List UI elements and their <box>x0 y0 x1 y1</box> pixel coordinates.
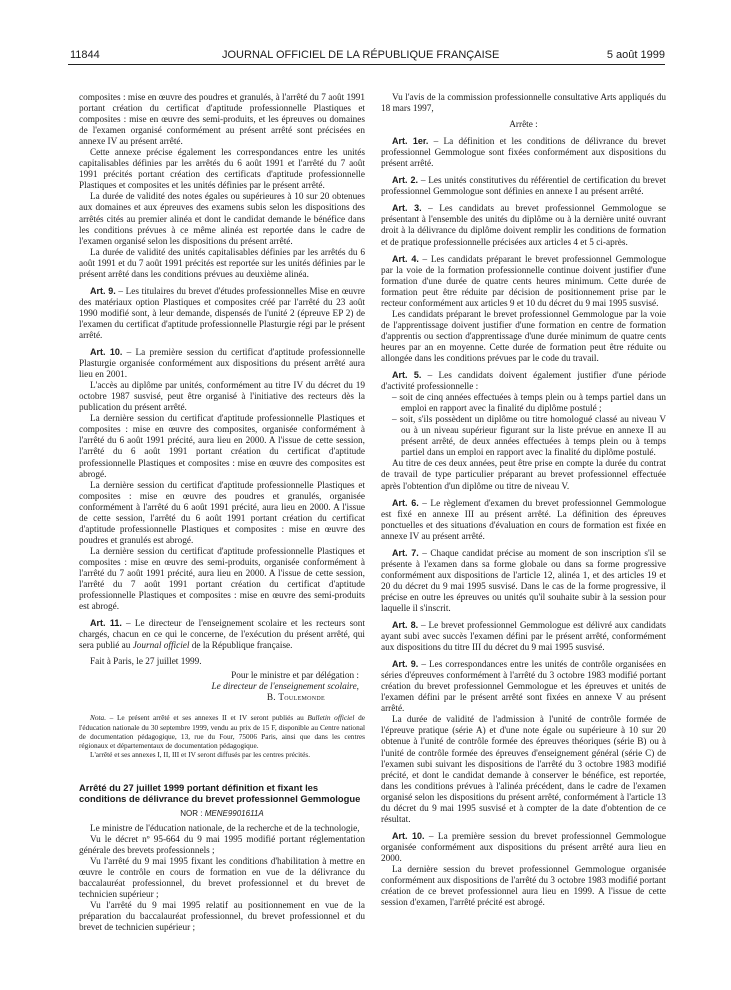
article-7: Art. 7. – Chaque candidat précise au moment de son inscription s'il se présente à l'examen dans sa forme globale ou dans sa forme progressive conformément aux dispositions de l'article 12, alinéa 1, et des articles 19 et 20 du décret du 9 mai 1995 susvisé. Dans le cas de la forme progressive, il précise en outre les épreuves ou unités qu'il souhaite subir à la session pour laquelle il s'inscrit. <box>381 547 666 614</box>
article-6: Art. 6. – Le règlement d'examen du brevet professionnel Gemmologue est fixé en annexe III au présent arrêté. La définition des épreuves ponctuelles et des situations d'évaluation en cours de formation est fixée en annexe IV au présent arrêté. <box>381 497 666 542</box>
article-5-list <box>381 393 666 459</box>
issue-date: 5 août 1999 <box>606 49 665 61</box>
article-11 <box>79 618 365 652</box>
paragraph: La durée de validité des notes égales ou supérieures à 10 sur 20 obtenues aux domaines et aux épreuves des examens subis selon les dispositions des arrêtés cités au premier alinéa et dont le candidat demande le bénéfice dans les conditions prévues à ce même alinéa est reportée dans le cadre de l'examen organisé selon les dispositions du présent arrêté. <box>79 192 365 247</box>
article-text: – Les titulaires du brevet d'études professionnelles Mise en œuvre des matériaux option Plastiques et composites créé par l'arrêté du 23 août 1990 modifié sont, à leur demande, dispensés de l'unité 2 (épreuve EP 2) de l'examen du certificat d'aptitude professionnelle Plasturgie régi par le présent arrêté. <box>79 286 365 341</box>
paragraph: Vu l'arrêté du 9 mai 1995 relatif au positionnement en vue de la préparation du baccalauréat professionnel, du brevet professionnel et du brevet de technicien supérieur ; <box>79 901 365 934</box>
article-10-right: Art. 10. – La première session du brevet professionnel Gemmologue organisée conformément aux dispositions du présent arrêté aura lieu en 2000. <box>381 830 666 864</box>
article-9 <box>79 286 365 342</box>
article-text: de la République française. <box>189 641 293 652</box>
paragraph: composites : mise en œuvre des poudres et granulés, à l'arrêté du 7 août 1991 portant création du certificat d'aptitude professionnelle Plastiques et composites : mise en œuvre des semi-produits, et les épreuves ou domaines de l'examen organisé conformément au présent arrêté sont précisées en annexe IV au présent arrêté. <box>79 93 365 148</box>
nor-reference: NOR : MENE9901611A <box>180 808 264 818</box>
signature-line-2: Le directeur de l'enseignement scolaire, <box>211 682 359 693</box>
article-5: Art. 5. – Les candidats doivent également justifier d'une période d'activité professionnelle : <box>381 370 666 393</box>
signature-line-1: Pour le ministre et par délégation : <box>231 671 359 682</box>
bulletin-name: Bulletin officiel <box>307 713 355 723</box>
nota: Nota. – Le présent arrêté et ses annexes II et IV seront publiés au Bulletin officiel de l'éducation nationale du 30 septembre 1999, vendu au prix de 15 F, disponible au Centre national de documentation pédagogique, 13, rue du Four, 75006 Paris, ainsi que dans les centres régionaux et départementaux de documentation pédagogique. <box>79 713 365 750</box>
article-10 <box>79 347 365 381</box>
right-column <box>381 93 666 909</box>
decree-title: Arrêté du 27 juillet 1999 portant définition et fixant les conditions de délivrance du brevet professionnel Gemmologue <box>79 781 361 804</box>
paragraph: Cette annexe précise également les correspondances entre les unités capitalisables définies par les arrêtés du 6 août 1991 et l'arrêté du 7 août 1991 précités portant création des certificats d'aptitude professionnelle Plastiques et composites et les unités définies par le présent arrêté. <box>79 148 365 192</box>
nota-label: Nota. <box>90 713 107 723</box>
journal-name: Journal officiel <box>132 641 190 652</box>
article-4: Art. 4. – Les candidats préparant le brevet professionnel Gemmologue par la voie de la formation professionnelle continue doivent justifier d'une formation d'une durée de quatre cents heures minimum. Cette durée de formation peut être réduite par décision de positionnement prise par le recteur conformément aux articles 9 et 10 du décret du 9 mai 1995 susvisé. <box>381 253 666 309</box>
page-header <box>70 49 665 65</box>
list-item: – soit de cinq années effectuées à temps plein ou à temps partiel dans un emploi en rapport avec la finalité du diplôme postulé ; <box>392 393 666 415</box>
fait-a-paris: Fait à Paris, le 27 juillet 1999. <box>90 657 202 668</box>
paragraph: La dernière session du brevet professionnel Gemmologue organisée conformément aux dispositions de l'arrêté du 3 octobre 1983 modifié portant création de ce brevet professionnel aura lieu en 1999. A l'issue de cette session d'examen, l'arrêté précité est abrogé. <box>381 865 666 909</box>
article-label: Art. 10. <box>90 347 123 358</box>
article-1: Art. 1er. – La définition et les conditions de délivrance du brevet professionnel Gemmologue sont fixées conformément aux dispositions du présent arrêté. <box>381 136 666 170</box>
article-9-right: Art. 9. – Les correspondances entre les unités de contrôle organisées en séries d'épreuves conformément à l'arrêté du 3 octobre 1983 modifié portant création du brevet professionnel Gemmologue et les épreuves et unités de l'examen défini par le présent arrêté sont fixées en annexe V au présent arrêté. <box>381 659 666 715</box>
paragraph: La durée de validité de l'admission à l'unité de contrôle formée de l'épreuve pratique (série A) et d'une note égale ou supérieure à 10 sur 20 obtenue à l'unité de contrôle formée des épreuves théoriques (série B) ou à l'unité de contrôle formée des épreuves d'enseignement général (série C) de l'examen subi suivant les dispositions de l'arrêté du 3 octobre 1983 modifié précité, et dont le candidat demande à conserver le bénéfice, est reportée, dans les conditions prévues à l'alinéa précédent, dans le cadre de l'examen organisé selon les dispositions du présent arrêté, conformément à l'article 13 du décret du 9 mai 1995 susvisé et à compter de la date d'obtention de ce résultat. <box>381 715 666 825</box>
article-label: Art. 11. <box>90 618 122 629</box>
nota-2: L'arrêté et ses annexes I, II, III et IV seront diffusés par les centres précités. <box>90 749 311 759</box>
paragraph: La durée de validité des unités capitalisables définies par les arrêtés du 6 août 1991 et du 7 août 1991 précités est reportée sur les unités définies par le présent arrêté dans les conditions prévues au deuxième alinéa. <box>79 247 365 280</box>
list-item: – soit, s'ils possèdent un diplôme ou titre homologué classé au niveau V ou à un niveau supérieur figurant sur la liste prévue en annexe II au présent arrêté, de deux années effectuées à temps plein ou à temps partiel dans un emploi en rapport avec la finalité du diplôme postulé. <box>392 415 666 459</box>
paragraph: Au titre de ces deux années, peut être prise en compte la durée du contrat de travail de type particulier préparant au brevet professionnel effectuée après l'obtention d'un diplôme ou titre de niveau V. <box>381 459 666 492</box>
paragraph: Les candidats préparant le brevet professionnel Gemmologue par la voie de l'apprentissage doivent justifier d'une formation en centre de formation d'apprentis ou section d'apprentissage d'une durée minimum de quatre cents heures par an en moyenne. Cette durée de formation peut être réduite ou allongée dans les conditions prévues par le code du travail. <box>381 309 666 364</box>
paragraph: La dernière session du certificat d'aptitude professionnelle Plastiques et composites : mise en œuvre des composites, organisée conformément à l'arrêté du 6 août 1991 précité, aura lieu en 2000. A l'issue de cette session, l'arrêté du 6 août 1991 portant création du certificat d'aptitude professionnelle Plastiques et composites : mise en œuvre des composites est abrogé. <box>79 414 365 480</box>
paragraph: La dernière session du certificat d'aptitude professionnelle Plastiques et composites : mise en œuvre des poudres et granulés, organisée conformément à l'arrêté du 6 août 1991 précité, aura lieu en 2000. A l'issue de cette session, l'arrêté du 6 août 1991 portant création du certificat d'aptitude professionnelle Plastiques et composites : mise en œuvre des poudres et granulés est abrogé. <box>79 480 365 546</box>
article-text: – Le directeur de l'enseignement scolaire et les recteurs sont chargés, chacun en ce qui le concerne, de l'exécution du présent arrêté, qui sera publié au <box>79 619 365 652</box>
article-8: Art. 8. – Le brevet professionnel Gemmologue est délivré aux candidats ayant subi avec succès l'examen défini par le présent arrêté, conformément aux dispositions du titre III du décret du 9 mai 1995 susvisé. <box>381 620 666 654</box>
page-number: 11844 <box>70 49 100 61</box>
paragraph: La dernière session du certificat d'aptitude professionnelle Plastiques et composites : mise en œuvre des semi-produits, organisée conformément à l'arrêté du 7 août 1991 précité, aura lieu en 2000. A l'issue de cette session, l'arrêté du 7 août 1991 portant création du certificat d'aptitude professionnelle Plastiques et composites : mise en œuvre des semi-produits est abrogé. <box>79 546 365 613</box>
paragraph: Vu le décret nº 95-664 du 9 mai 1995 modifié portant réglementation générale des brevets professionnels ; <box>79 835 365 857</box>
article-2: Art. 2. – Les unités constitutives du référentiel de certification du brevet professionnel Gemmologue sont définies en annexe I au présent arrêté. <box>381 175 666 198</box>
article-label: Art. 9. <box>90 285 116 296</box>
paragraph: Vu l'arrêté du 9 mai 1995 fixant les conditions d'habilitation à mettre en œuvre le contrôle en cours de formation en vue de la délivrance du baccalauréat professionnel, du brevet professionnel et du brevet de technicien supérieur ; <box>79 857 365 901</box>
paragraph: Vu l'avis de la commission professionnelle consultative Arts appliqués du 18 mars 1997, <box>381 93 666 115</box>
signatory-name: B. Toulemonde <box>266 693 325 704</box>
paragraph: Le ministre de l'éducation nationale, de la recherche et de la technologie, <box>90 824 360 834</box>
journal-title: JOURNAL OFFICIEL DE LA RÉPUBLIQUE FRANÇAISE <box>222 49 500 61</box>
arrete-heading: Arrête : <box>509 120 538 131</box>
article-text: – La première session du certificat d'aptitude professionnelle Plasturgie organisée conformément aux dispositions du présent arrêté aura lieu en 2001. <box>79 348 365 381</box>
left-column <box>79 93 365 934</box>
paragraph: L'accès au diplôme par unités, conformément au titre IV du décret du 19 octobre 1987 susvisé, peut être organisé à l'initiative des recteurs dès la publication du présent arrêté. <box>79 381 365 414</box>
header-rule <box>68 64 665 65</box>
article-3: Art. 3. – Les candidats au brevet professionnel Gemmologue se présentant à l'ensemble des unités du diplôme ou à la dernière unité ouvrant droit à la délivrance du diplôme doivent remplir les conditions de formation et de pratique professionnelle précisées aux articles 4 et 5 ci-après. <box>381 203 666 248</box>
